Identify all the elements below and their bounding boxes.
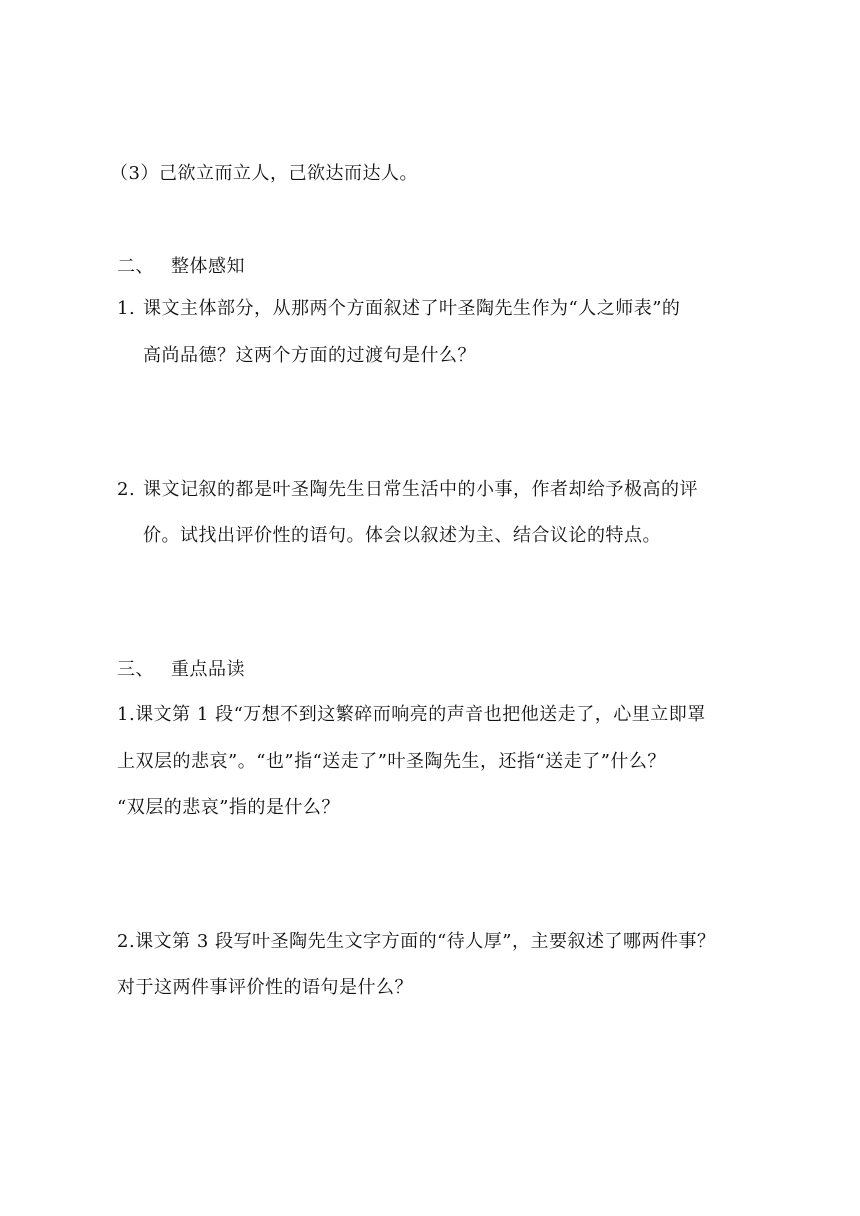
item-3-text: （3）己欲立而立人，己欲达而达人。 [110, 163, 418, 184]
section-2-heading [117, 258, 245, 276]
section-3-question-2-line-1: 2.课文第 3 段写叶圣陶先生文字方面的“待人厚”，主要叙述了哪两件事？ [117, 931, 716, 952]
section-3-question-2-line-2: 对于这两件事评价性的语句是什么？ [117, 977, 413, 998]
question-number: 1. [117, 298, 136, 319]
question-text: 课文主体部分，从那两个方面叙述了叶圣陶先生作为“人之师表”的 [143, 298, 681, 319]
section-2-number: 二、 [117, 256, 154, 277]
section-2-title: 整体感知 [171, 256, 245, 277]
section-3-question-1-line-1: 1.课文第 1 段“万想不到这繁碎而响亮的声音也把他送走了，心里立即罩 [117, 704, 706, 725]
section-3-number: 三、 [117, 659, 154, 680]
section-3-heading [117, 661, 245, 679]
section-2-question-2-line-2: 价。试找出评价性的语句。体会以叙述为主、结合议论的特点。 [143, 525, 661, 546]
section-2-question-1-line-2: 高尚品德？这两个方面的过渡句是什么？ [143, 345, 476, 366]
section-2-question-1-line-1 [117, 300, 680, 318]
question-text: 课文记叙的都是叶圣陶先生日常生活中的小事，作者却给予极高的评 [143, 479, 698, 500]
section-2-question-2-line-1 [117, 481, 698, 499]
section-3-question-1-line-2: 上双层的悲哀”。“也”指“送走了”叶圣陶先生，还指“送走了”什么？ [117, 751, 666, 772]
question-number: 2. [117, 479, 136, 500]
section-3-question-1-line-3: “双层的悲哀”指的是什么？ [117, 797, 340, 818]
section-3-title: 重点品读 [171, 659, 245, 680]
